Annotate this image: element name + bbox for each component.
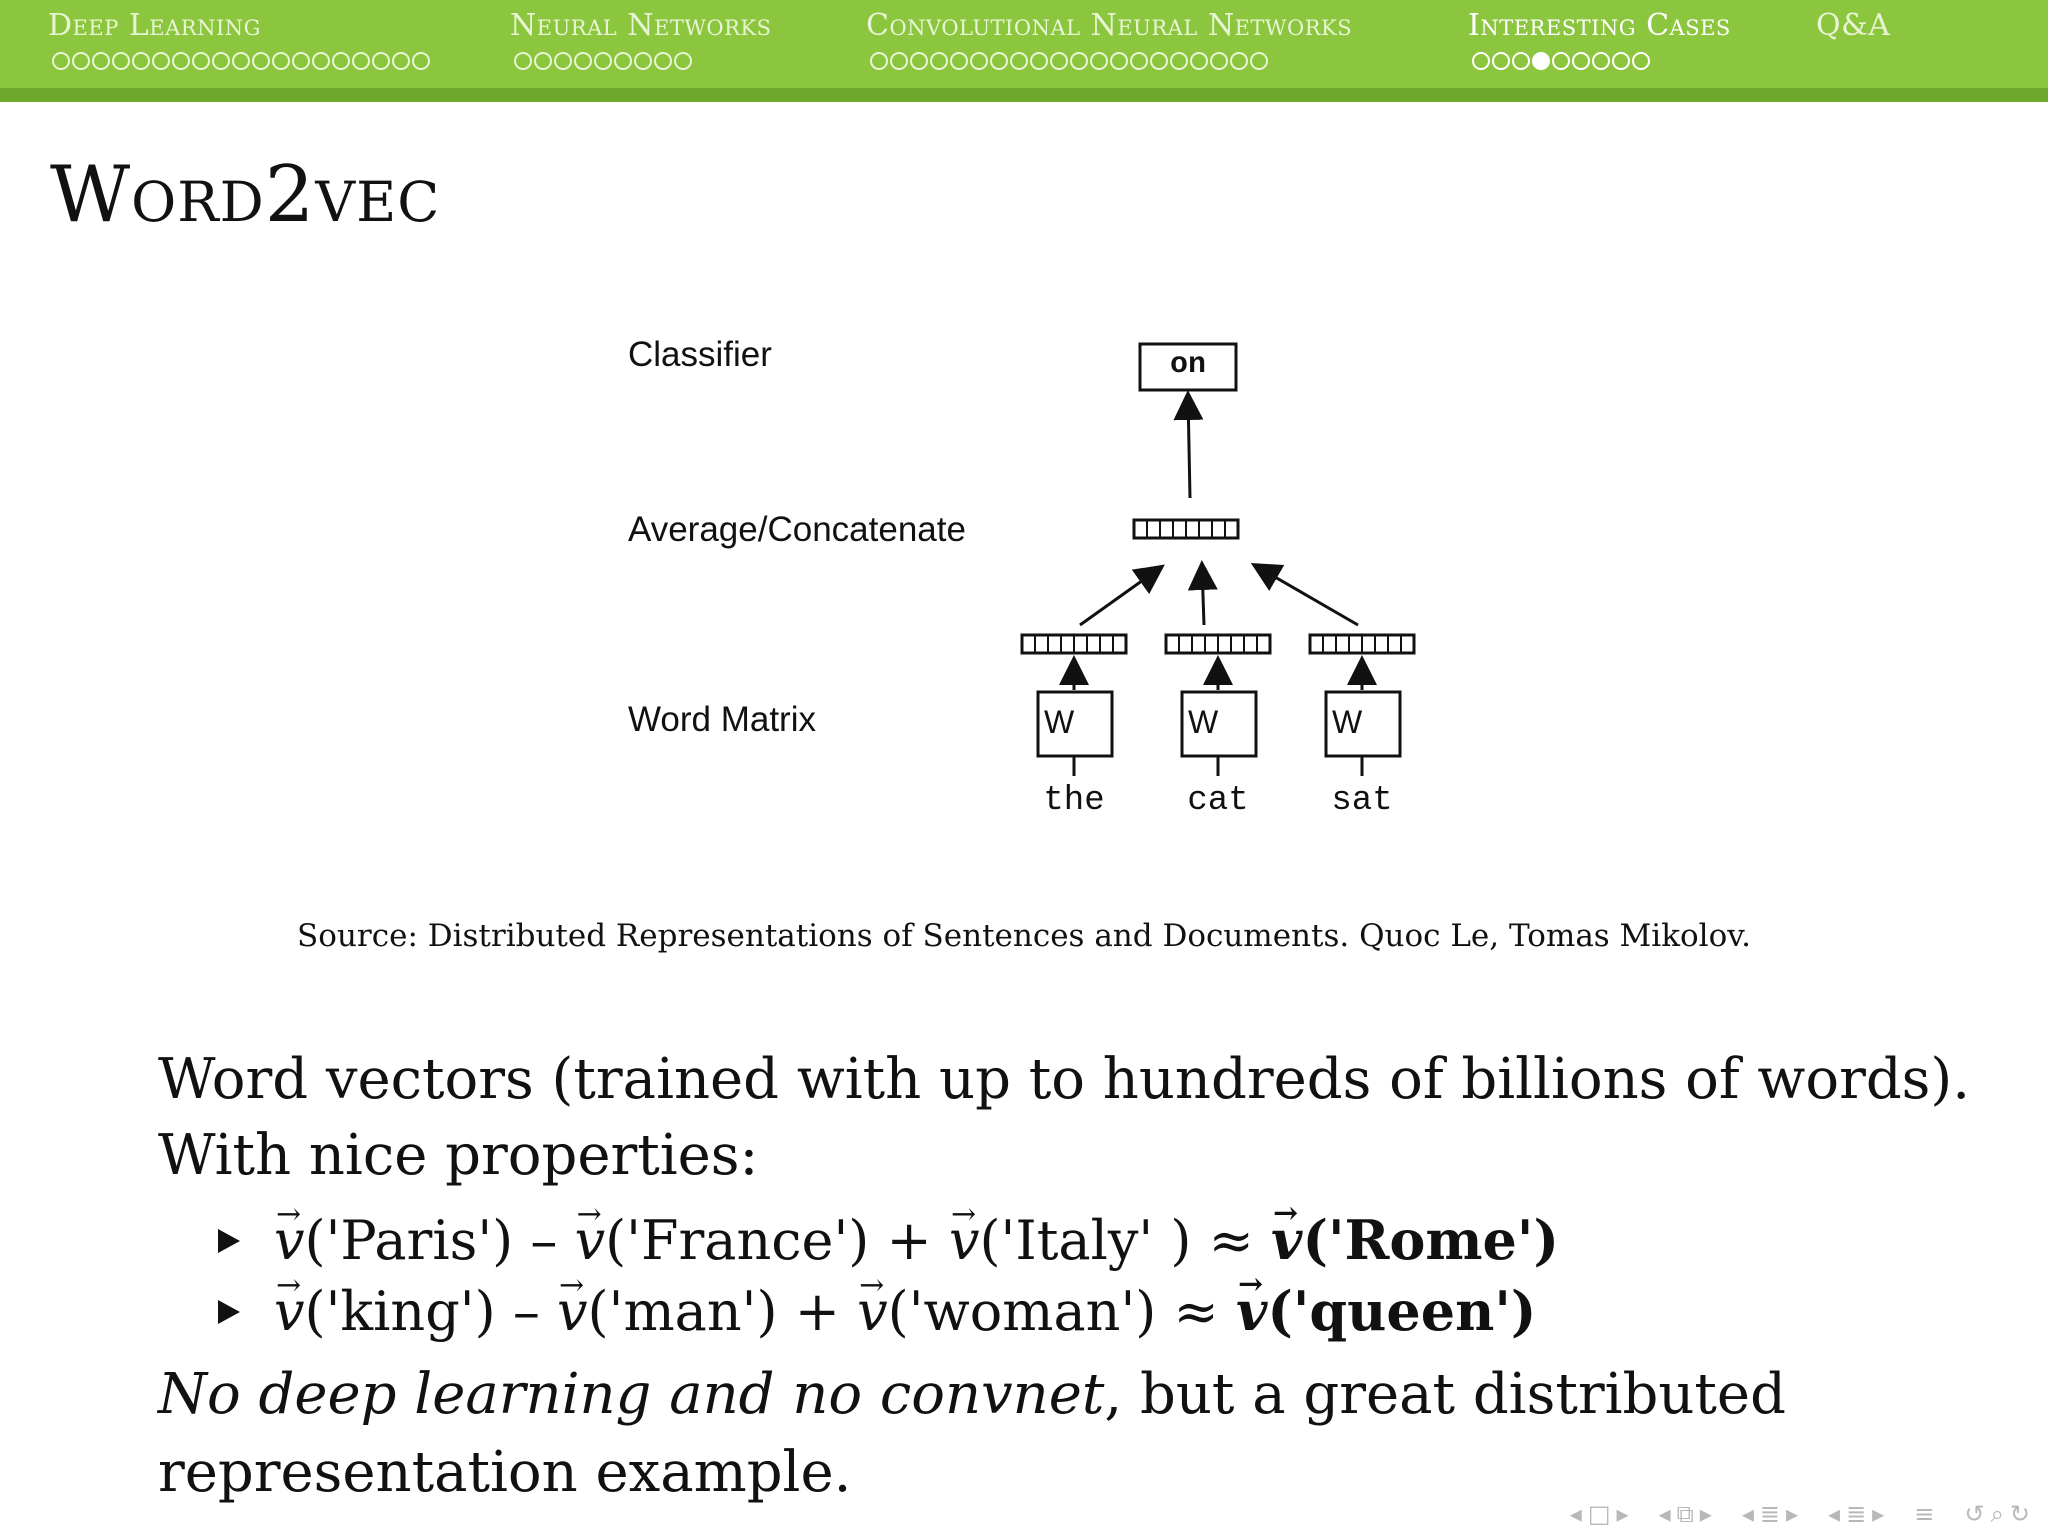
- frame-dot[interactable]: [1150, 52, 1168, 70]
- diagram-graphics: [600, 320, 1450, 840]
- closing-statement: [158, 1356, 1998, 1512]
- frame-dot[interactable]: [870, 52, 888, 70]
- frame-dot[interactable]: [614, 52, 632, 70]
- prev-section-arrow-icon[interactable]: ◂: [1741, 1500, 1754, 1528]
- frame-dot[interactable]: [112, 52, 130, 70]
- frame-dot[interactable]: [654, 52, 672, 70]
- frame-dot[interactable]: [132, 52, 150, 70]
- frame-dot[interactable]: [1632, 52, 1650, 70]
- arrow-cat-to-average: [1202, 566, 1204, 625]
- frame-dot[interactable]: [1130, 52, 1148, 70]
- frame-dot[interactable]: [372, 52, 390, 70]
- slide-title: Word2vec: [50, 150, 441, 240]
- current-frame-dot[interactable]: [1532, 52, 1550, 70]
- frame-dot[interactable]: [52, 52, 70, 70]
- frame-dot[interactable]: [352, 52, 370, 70]
- frame-dot[interactable]: [212, 52, 230, 70]
- frame-dot[interactable]: [930, 52, 948, 70]
- subsection-icon[interactable]: ⧉: [1676, 1500, 1694, 1528]
- nav-section-interesting-cases[interactable]: Interesting Cases: [1468, 8, 1731, 43]
- frame-dot[interactable]: [990, 52, 1008, 70]
- frame-dot[interactable]: [554, 52, 572, 70]
- next-section-arrow-icon[interactable]: ▸: [1785, 1500, 1799, 1528]
- frame-dot[interactable]: [1230, 52, 1248, 70]
- frame-dot[interactable]: [1592, 52, 1610, 70]
- frame-dot[interactable]: [1030, 52, 1048, 70]
- nav-dots-interesting-cases: [1472, 52, 1650, 70]
- frame-dot[interactable]: [1512, 52, 1530, 70]
- list-item: [218, 1276, 1559, 1347]
- frame-dot[interactable]: [72, 52, 90, 70]
- frame-dot[interactable]: [332, 52, 350, 70]
- matrix-label-sat: W: [1332, 704, 1363, 740]
- arrow-the-to-average: [1080, 568, 1160, 625]
- frame-dot[interactable]: [1250, 52, 1268, 70]
- frame-dot[interactable]: [92, 52, 110, 70]
- frame-icon[interactable]: □: [1587, 1500, 1611, 1528]
- frame-dot[interactable]: [514, 52, 532, 70]
- beamer-navigation-controls: [1570, 1500, 2030, 1528]
- part-icon[interactable]: ≣: [1846, 1500, 1867, 1528]
- list-item: [218, 1205, 1559, 1276]
- frame-dot[interactable]: [634, 52, 652, 70]
- output-word: on: [1169, 348, 1206, 382]
- prev-slide-arrow-icon[interactable]: ◂: [1569, 1500, 1582, 1528]
- frame-dot[interactable]: [272, 52, 290, 70]
- search-icon[interactable]: ⌕: [1990, 1500, 2004, 1528]
- label-average-concatenate: Average/Concatenate: [628, 510, 966, 549]
- frame-dot[interactable]: [1472, 52, 1490, 70]
- frame-dot[interactable]: [152, 52, 170, 70]
- nav-section-deep-learning[interactable]: Deep Learning: [48, 8, 261, 43]
- frame-dot[interactable]: [392, 52, 410, 70]
- forward-icon[interactable]: ↻: [2009, 1500, 2030, 1528]
- nav-dots-convolutional-neural-networks: [870, 52, 1268, 70]
- bullet-triangle-icon: [218, 1229, 240, 1253]
- word-vector-cat: [1166, 635, 1270, 653]
- frame-dot[interactable]: [1492, 52, 1510, 70]
- figure-source-citation: Source: Distributed Representations of Sentences and Documents. Quoc Le, Tomas Mikolov.: [297, 918, 1751, 954]
- frame-dot[interactable]: [674, 52, 692, 70]
- frame-dot[interactable]: [1090, 52, 1108, 70]
- frame-dot[interactable]: [594, 52, 612, 70]
- frame-dot[interactable]: [1552, 52, 1570, 70]
- frame-dot[interactable]: [534, 52, 552, 70]
- next-subsection-arrow-icon[interactable]: ▸: [1699, 1500, 1712, 1528]
- body-line-1: Word vectors (trained with up to hundreds of billions of words).: [158, 1047, 1971, 1112]
- bullet-triangle-icon: [218, 1300, 240, 1324]
- frame-dot[interactable]: [312, 52, 330, 70]
- label-classifier: Classifier: [628, 335, 772, 374]
- frame-dot[interactable]: [1190, 52, 1208, 70]
- word2vec-diagram: [600, 320, 1450, 840]
- arrow-to-output: [1188, 396, 1190, 498]
- frame-dot[interactable]: [252, 52, 270, 70]
- next-slide-arrow-icon[interactable]: ▸: [1616, 1500, 1629, 1528]
- arrow-sat-to-average: [1256, 566, 1358, 625]
- header-divider: [0, 88, 2048, 102]
- matrix-label-cat: W: [1188, 704, 1219, 740]
- next-part-arrow-icon[interactable]: ▸: [1872, 1500, 1885, 1528]
- word-vector-the: [1022, 635, 1126, 653]
- matrix-label-the: W: [1044, 704, 1075, 740]
- frame-dot[interactable]: [1110, 52, 1128, 70]
- outline-icon[interactable]: ≡: [1914, 1500, 1935, 1528]
- frame-dot[interactable]: [950, 52, 968, 70]
- nav-section-neural-networks[interactable]: Neural Networks: [510, 8, 772, 43]
- frame-dot[interactable]: [1170, 52, 1188, 70]
- input-word-sat: sat: [1331, 782, 1393, 820]
- frame-dot[interactable]: [1010, 52, 1028, 70]
- frame-dot[interactable]: [292, 52, 310, 70]
- frame-dot[interactable]: [192, 52, 210, 70]
- frame-dot[interactable]: [1210, 52, 1228, 70]
- label-word-matrix: Word Matrix: [628, 700, 816, 739]
- frame-dot[interactable]: [412, 52, 430, 70]
- prev-part-arrow-icon[interactable]: ◂: [1828, 1500, 1841, 1528]
- equation-king-queen: → v('king') – → v('man') + → v('woman') ≈ → v('queen'): [274, 1276, 1536, 1347]
- section-icon[interactable]: ≣: [1759, 1500, 1780, 1528]
- back-icon[interactable]: ↺: [1964, 1500, 1985, 1528]
- word-vector-sat: [1310, 635, 1414, 653]
- frame-dot[interactable]: [1050, 52, 1068, 70]
- body-line-2: With nice properties:: [158, 1123, 759, 1188]
- body-paragraph: [158, 1042, 1998, 1194]
- frame-dot[interactable]: [1572, 52, 1590, 70]
- input-word-the: the: [1043, 782, 1105, 820]
- nav-dots-neural-networks: [514, 52, 692, 70]
- average-vector: [1134, 520, 1238, 538]
- frame-dot[interactable]: [1612, 52, 1630, 70]
- closing-rest: , but a great distributed representation example.: [158, 1362, 1786, 1505]
- frame-dot[interactable]: [970, 52, 988, 70]
- prev-subsection-arrow-icon[interactable]: ◂: [1658, 1500, 1671, 1528]
- frame-dot[interactable]: [172, 52, 190, 70]
- nav-section-qa[interactable]: Q&A: [1816, 8, 1891, 43]
- closing-italic: No deep learning and no convnet: [158, 1362, 1105, 1427]
- frame-dot[interactable]: [232, 52, 250, 70]
- frame-dot[interactable]: [910, 52, 928, 70]
- equation-paris-rome: → v('Paris') – → v('France') + → v('Italy' ) ≈ → v('Rome'): [274, 1205, 1559, 1276]
- bullet-list: [218, 1205, 1559, 1347]
- frame-dot[interactable]: [890, 52, 908, 70]
- frame-dot[interactable]: [1070, 52, 1088, 70]
- frame-dot[interactable]: [574, 52, 592, 70]
- input-word-cat: cat: [1187, 782, 1249, 820]
- nav-dots-deep-learning: [52, 52, 430, 70]
- nav-section-convolutional-neural-networks[interactable]: Convolutional Neural Networks: [866, 8, 1353, 43]
